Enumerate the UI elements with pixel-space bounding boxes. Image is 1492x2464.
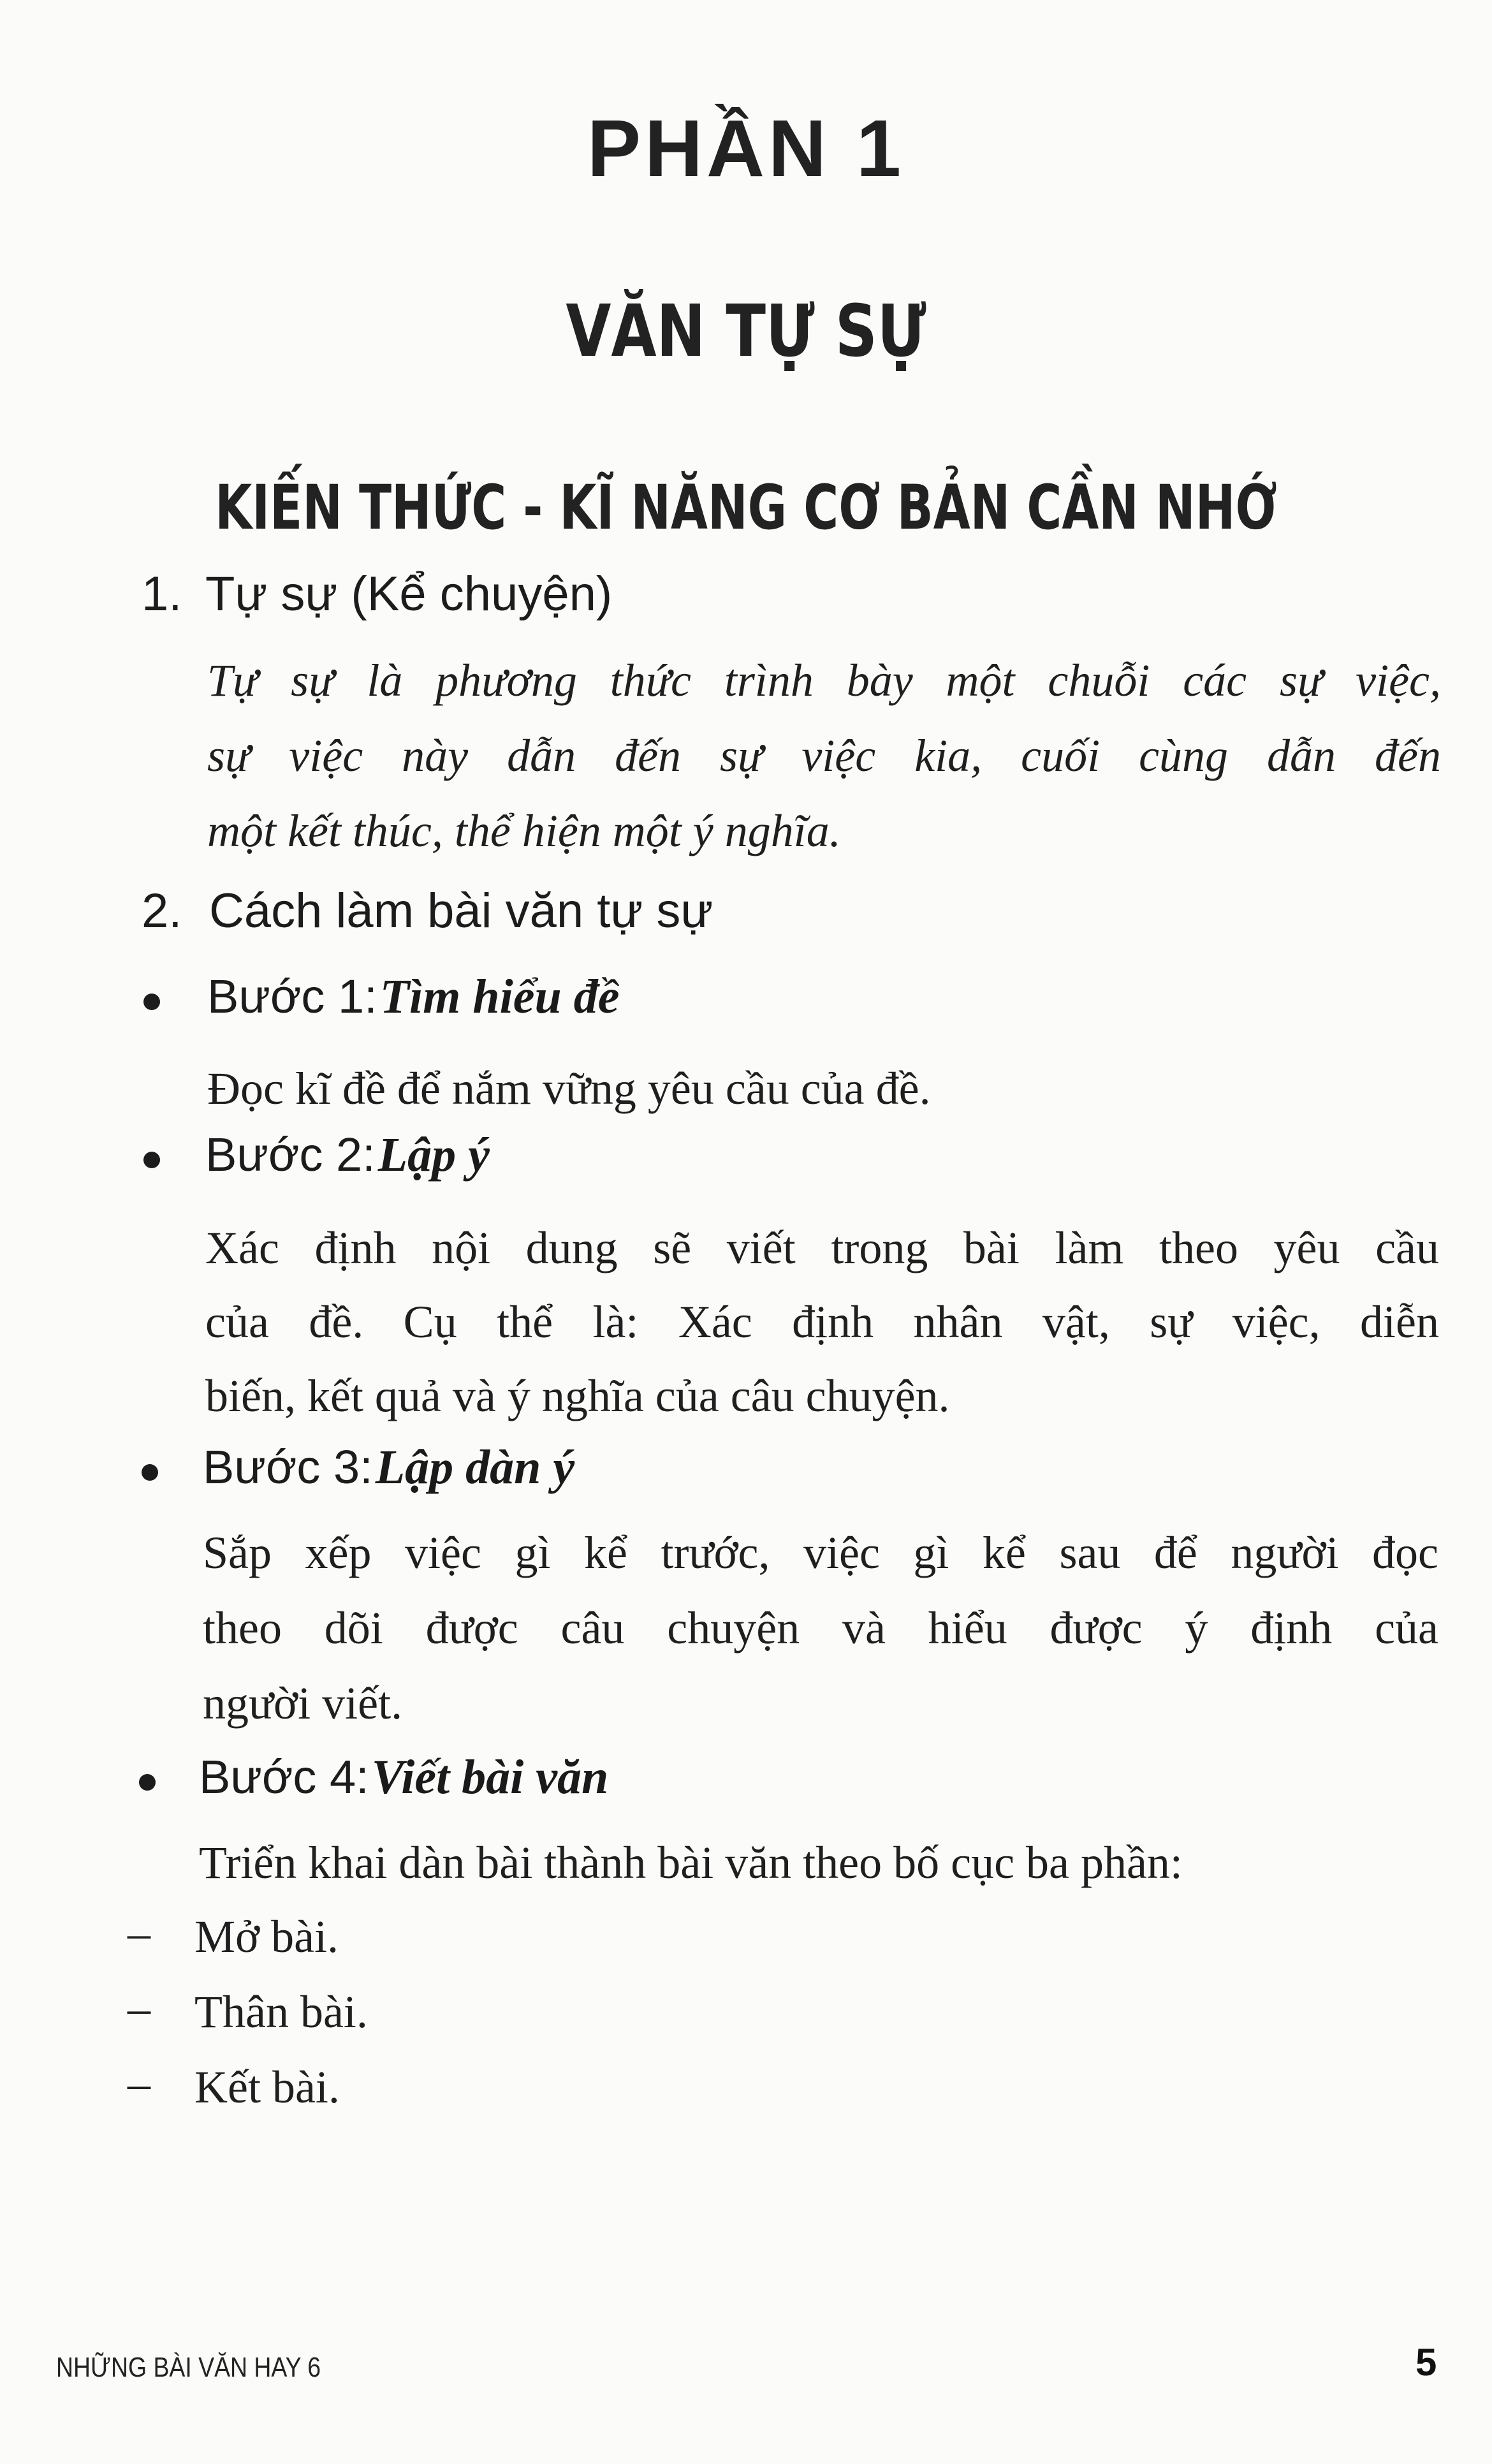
step-2-title: Lập ý	[377, 1128, 490, 1182]
step-3-title: Lập dàn ý	[375, 1441, 575, 1494]
item2-number: 2.	[142, 884, 182, 938]
item1-definition-line-3: một kết thúc, thể hiện một ý nghĩa.	[207, 805, 841, 856]
dash-bullet: –	[128, 1907, 150, 1958]
step-3-heading	[203, 1440, 574, 1495]
dash-bullet: –	[128, 1983, 150, 2034]
step-2-line-2: của đề. Cụ thể là: Xác định nhân vật, sự việc, diễn	[205, 1296, 1439, 1347]
bullet-icon	[142, 1464, 158, 1481]
step-2-label: Bước 2:	[205, 1128, 376, 1181]
dash-bullet: –	[128, 2058, 150, 2109]
step-1-heading	[207, 969, 619, 1025]
part-than-bai: Thân bài.	[194, 1986, 368, 2037]
step-4-heading	[199, 1750, 608, 1805]
step-4-line-1: Triển khai dàn bài thành bài văn theo bố cục ba phần:	[199, 1837, 1183, 1888]
bullet-icon	[143, 1152, 160, 1168]
item2-heading: Cách làm bài văn tự sự	[209, 884, 713, 938]
part-title: PHẦN 1	[587, 103, 905, 193]
step-2-line-1: Xác định nội dung sẽ viết trong bài làm theo yêu cầu	[205, 1222, 1439, 1273]
step-3-line-1: Sắp xếp việc gì kể trước, việc gì kể sau để người đọc	[203, 1527, 1438, 1578]
section-heading: KIẾN THỨC - KĨ NĂNG CƠ BẢN CẦN NHỚ	[215, 472, 1277, 543]
step-2-line-3: biến, kết quả và ý nghĩa của câu chuyện.	[205, 1370, 950, 1421]
step-3-line-3: người viết.	[203, 1678, 403, 1729]
part-ket-bai: Kết bài.	[194, 2062, 340, 2113]
item1-heading: Tự sự (Kể chuyện)	[205, 567, 613, 621]
step-4-label: Bước 4:	[199, 1750, 369, 1803]
step-2-heading	[205, 1127, 490, 1183]
footer-book-title: NHỮNG BÀI VĂN HAY 6	[56, 2352, 321, 2383]
page-number: 5	[1415, 2341, 1437, 2384]
genre-title: VĂN TỰ SỰ	[566, 290, 926, 373]
step-1-title: Tìm hiểu đề	[379, 970, 620, 1023]
step-3-line-2: theo dõi được câu chuyện và hiểu được ý định của	[203, 1602, 1438, 1654]
step-1-label: Bước 1:	[207, 970, 377, 1023]
step-4-title: Viết bài văn	[371, 1750, 609, 1804]
step-1-line-1: Đọc kĩ đề để nắm vững yêu cầu của đề.	[207, 1063, 931, 1114]
item1-definition-line-1: Tự sự là phương thức trình bày một chuỗi các sự việc,	[207, 655, 1441, 706]
bullet-icon	[139, 1774, 156, 1791]
item1-definition-line-2: sự việc này dẫn đến sự việc kia, cuối cùng dẫn đến	[207, 730, 1441, 781]
part-mo-bai: Mở bài.	[194, 1911, 339, 1962]
step-3-label: Bước 3:	[203, 1441, 373, 1493]
bullet-icon	[143, 994, 160, 1010]
item1-number: 1.	[142, 567, 182, 621]
